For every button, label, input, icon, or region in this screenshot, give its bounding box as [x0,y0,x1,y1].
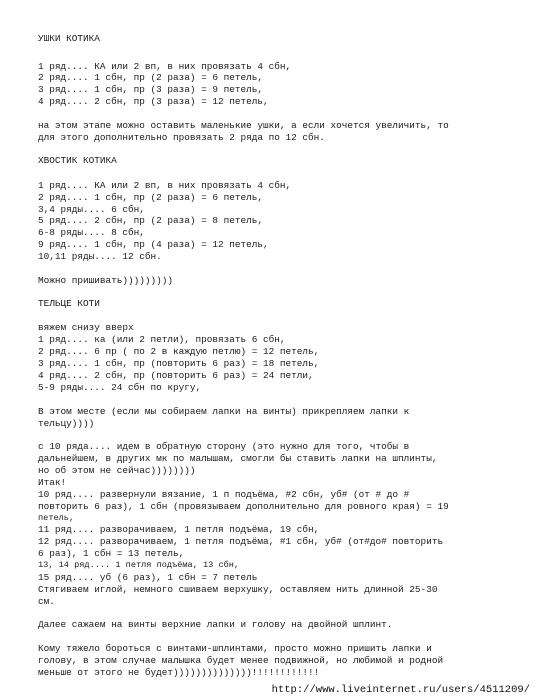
text-line: петель, [38,513,75,523]
text-line: 2 ряд.... 1 сбн, пр (2 раза) = 6 петель, [38,72,264,83]
text-line: УШКИ КОТИКА [38,33,100,44]
text-line: 12 ряд.... разворачиваем, 1 петля подъёма, #1 сбн, уб# (от#до# повторить [38,536,444,547]
text-line: повторить 6 раз), 1 сбн (провязываем дополнительно для ровного края) = 19 [38,501,449,512]
text-line: ХВОСТИК КОТИКА [38,155,117,166]
text-line: В этом месте (если мы собираем лапки на винты) прикрепляем лапки к [38,406,410,417]
text-line: 15 ряд.... уб (6 раз), 1 сбн = 7 петель [38,572,258,583]
text-line: 4 ряд.... 2 сбн, пр (повторить 6 раз) = 24 петли, [38,370,314,381]
text-line: ТЕЛЬЦЕ КОТИ [38,298,100,309]
text-line: 6-8 ряды.... 8 сбн, [38,227,145,238]
text-line: Стягиваем иглой, немного сшиваем верхушку, оставляем нить длинной 25-30 [38,584,438,595]
text-line: 10,11 ряды.... 12 сбн. [38,251,162,262]
text-line: 1 ряд.... ка (или 2 петли), провязать 6 сбн, [38,334,286,345]
text-line: голову, в этом случае малышка будет менее подвижной, но любимой и родной [38,655,444,666]
text-line: 1 ряд.... КА или 2 вп, в них провязать 4 сбн, [38,180,292,191]
text-line: 3 ряд.... 1 сбн, пр (3 раза) = 9 петель, [38,84,264,95]
text-line: 2 ряд.... 6 пр ( по 2 в каждую петлю) = 12 петель, [38,346,320,357]
text-line: 9 ряд.... 1 сбн, пр (4 раза) = 12 петель, [38,239,269,250]
text-line: 5-9 ряды.... 24 сбн по кругу, [38,382,202,393]
source-url-watermark: http://www.liveinternet.ru/users/4511209/ [271,684,530,696]
text-line: см. [38,596,55,607]
text-line: 3 ряд.... 1 сбн, пр (повторить 6 раз) = 18 петель, [38,358,320,369]
text-line: 11 ряд.... разворачиваем, 1 петля подъёма, 19 сбн, [38,524,320,535]
text-line: 1 ряд.... КА или 2 вп, в них провязать 4 сбн, [38,61,292,72]
text-line: 6 раз), 1 сбн = 13 петель, [38,548,185,559]
text-line: Можно пришивать))))))))) [38,275,174,286]
text-line: 10 ряд.... развернули вязание, 1 п подъёма, #2 сбн, уб# (от # до # [38,489,410,500]
text-line: но об этом не сейчас)))))))) [38,465,196,476]
text-line: Далее сажаем на винты верхние лапки и голову на двойной шплинт. [38,619,393,630]
text-line: 13, 14 ряд.... 1 петля подъёма, 13 сбн, [38,560,240,570]
text-line: для этого дополнительно провязать 2 ряда по 12 сбн. [38,132,325,143]
text-line: тельцу)))) [38,418,95,429]
text-line: меньше от этого не будет))))))))))))))!!!!!!!!!!!! [38,667,320,678]
text-line: дальнейшем, в других мк по малышам, смогли бы ставить лапки на шплинты, [38,453,438,464]
text-line: вяжем снизу вверх [38,322,134,333]
text-line: Кому тяжело бороться с винтами-шплинтами, просто можно пришить лапки и [38,643,432,654]
text-line: 2 ряд.... 1 сбн, пр (2 раза) = 6 петель, [38,192,264,203]
text-line: 3,4 ряды.... 6 сбн, [38,204,145,215]
text-line: Итак! [38,477,67,488]
text-line: 5 ряд.... 2 сбн, пр (2 раза) = 8 петель, [38,215,264,226]
text-line: на этом этапе можно оставить маленькие ушки, а если хочется увеличить, то [38,120,449,131]
text-line: 4 ряд.... 2 сбн, пр (3 раза) = 12 петель, [38,96,269,107]
text-line: с 10 ряда.... идем в обратную сторону (это нужно для того, чтобы в [38,441,410,452]
